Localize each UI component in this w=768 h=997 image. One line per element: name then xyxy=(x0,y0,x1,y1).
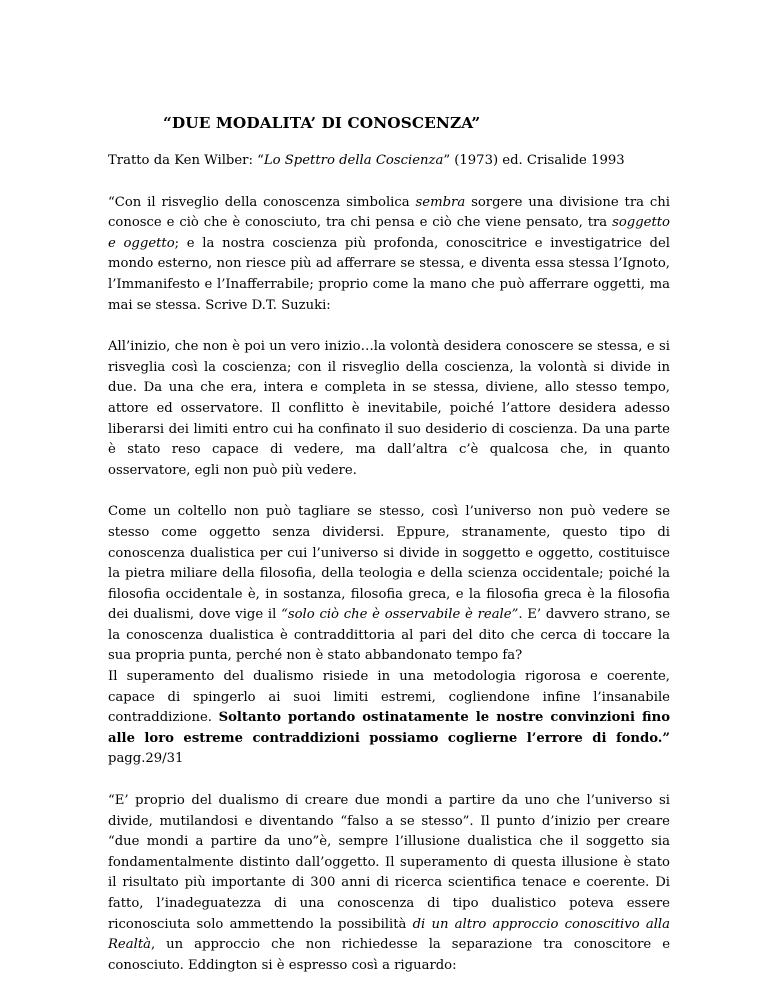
paragraph-4-bold: Soltanto portando ostinatamente le nostre convinzioni fino alle loro estreme contraddizioni possiamo coglierne l’errore di fondo.” xyxy=(108,710,670,746)
paragraph-4-page-ref: pagg.29/31 xyxy=(108,751,184,767)
source-book-title: Lo Spettro della Coscienza xyxy=(263,153,444,168)
paragraph-1-text-a: “Con il risveglio della conoscenza simbolica xyxy=(108,194,416,210)
paragraph-4 xyxy=(108,667,670,770)
document-title: “DUE MODALITA’ DI CONOSCENZA” xyxy=(163,114,481,132)
paragraph-2-suzuki-quote: All’inizio, che non è poi un vero inizio…la volontà desidera conoscere se stessa, e si risveglia così la coscienza; con il risveglio della coscienza, la volontà si divide in due. Da una che era, intera e completa in se stessa, diviene, allo stesso tempo, attore ed osservatore. Il conflitto è inevitabile, poiché l’attore desidera adesso liberarsi dei limiti entro cui ha confinato il suo desiderio di coscienza. Da una parte è stato reso capace di vedere, ma dall’altra c’è qualcosa che, in quanto osservatore, egli non può più vedere. xyxy=(108,339,670,478)
paragraph-3-text-a: Come un coltello non può tagliare se stesso, così l’universo non può vedere se stesso come oggetto senza dividersi. Eppure, stranamente, questo tipo di conoscenza dualistica per cui l’universo si divide in soggetto e oggetto, costituisce la pietra miliare della filosofia, della teologia e della scienza occidentale; poiché la filosofia occidentale è, in sostanza, filosofia greca, e la filosofia greca è la filosofia dei dualismi, dove vige il xyxy=(108,504,670,623)
paragraph-4-text-a: Il superamento del dualismo risiede in una metodologia rigorosa e coerente, capace di spingerlo ai suoi limiti estremi, cogliendone infine l’insanabile contraddizione. xyxy=(108,669,670,726)
paragraph-1-emphasis-a: sembra xyxy=(415,194,466,210)
paragraph-1-text-c: ; e la nostra coscienza più profonda, conoscitrice e investigatrice del mondo esterno, non riesce più ad afferrare se stessa, e diventa essa stessa l’Ignoto, l’Immanifesto e l’Inafferrabile; proprio come la mano che può afferrare oggetti, ma mai se stessa. Scrive D.T. Suzuki: xyxy=(108,235,670,313)
document-page xyxy=(108,112,670,997)
paragraph-5-emphasis: di un altro approccio conoscitivo alla Realtà xyxy=(108,916,670,953)
paragraph-1 xyxy=(108,193,670,317)
paragraph-5-text-b: , un approccio che non richiedesse la separazione tra conoscitore e conosciuto. Eddington si è espresso così a riguardo: xyxy=(108,937,670,973)
source-prefix: Tratto da Ken Wilber: “ xyxy=(108,153,264,168)
paragraph-5 xyxy=(108,791,670,976)
paragraph-3-text-b: . E’ davvero strano, se la conoscenza dualistica è contraddittoria al pari del dito che cerca di toccare la sua propria punta, perché non è stato abbandonato tempo fa? xyxy=(108,607,671,664)
source-citation xyxy=(108,151,670,172)
source-suffix: ” (1973) ed. Crisalide 1993 xyxy=(443,153,625,168)
paragraph-3 xyxy=(108,502,670,667)
paragraph-1-emphasis-b: soggetto e oggetto xyxy=(108,215,670,251)
paragraph-1-text-b: sorgere una divisione tra chi conosce e ciò che è conosciuto, tra chi pensa e ciò che viene pensato, tra xyxy=(108,194,670,231)
paragraph-3-emphasis: “solo ciò che è osservabile è reale” xyxy=(281,607,519,623)
paragraph-5-text-a: “E’ proprio del dualismo di creare due mondi a partire da uno che l’universo si divide, mutilandosi e diventando “falso a se stesso”. Il punto d’inizio per creare “due mondi a partire da uno”è, sempre l’illusione dualistica che il soggetto sia fondamentalmente distinto dall’oggetto. Il superamento di questa illusione è stato il risultato più importante di 300 anni di ricerca scientifica tenace e coerente. Di fatto, l’inadeguatezza di una conoscenza di tipo dualistico poteva essere riconosciuta solo ammettendo la possibilità xyxy=(108,793,670,932)
